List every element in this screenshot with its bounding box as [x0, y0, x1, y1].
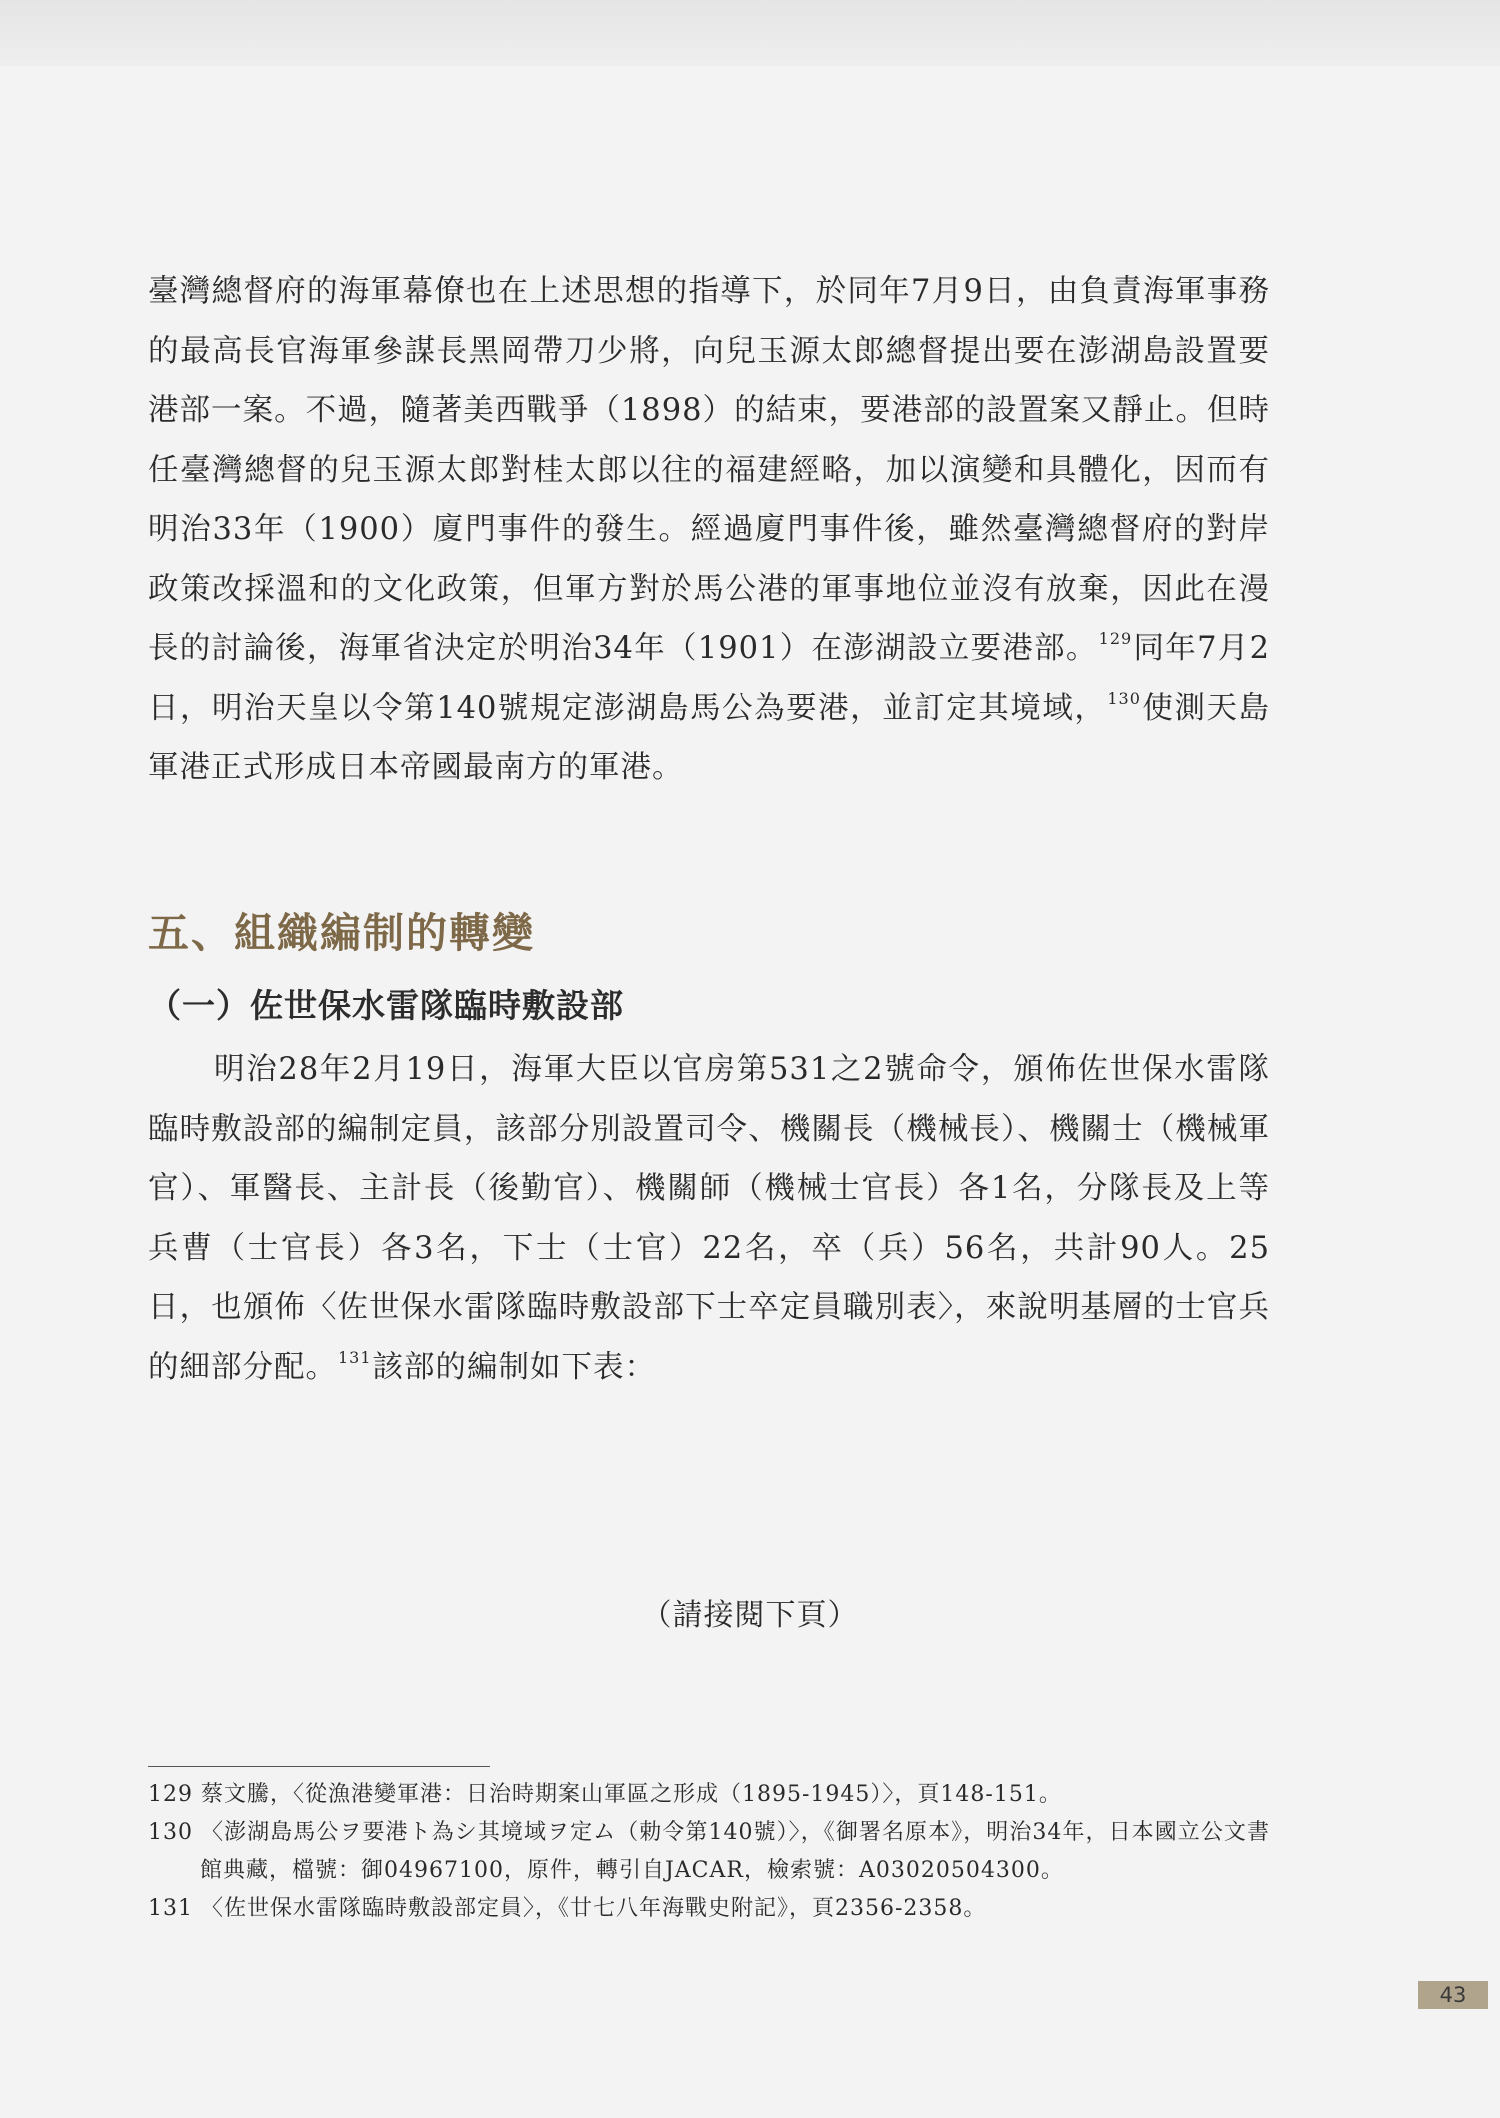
footnote-ref-129: 129: [1098, 629, 1133, 648]
page-number: 43: [1418, 1981, 1488, 2009]
body-paragraph-2: [148, 1040, 1270, 1397]
paragraph-2-text-a: 明治28年2月19日，海軍大臣以官房第531之2號命令，頒佈佐世保水雷隊臨時敷設部的編制定員，該部分別設置司令、機關長（機械長）、機關士（機械軍官）、軍醫長、主計長（後勤官）、機關師（機械士官長）各1名，分隊長及上等兵曹（士官長）各3名，下士（士官）22名，卒（兵）56名，共計90人。25日，也頒佈〈佐世保水雷隊臨時敷設部下士卒定員職別表〉，來說明基層的士官兵的細部分配。: [148, 1052, 1270, 1385]
body-paragraph-1: [148, 262, 1270, 798]
footnote-ref-131: 131: [338, 1347, 372, 1367]
paragraph-2-text-b: 該部的編制如下表：: [372, 1349, 657, 1385]
footnote-divider: [148, 1766, 490, 1767]
paragraph-1-text-c: 使測天島軍港正式形成日本帝國最南方的軍港。: [148, 690, 1270, 785]
footnote-ref-130: 130: [1107, 688, 1141, 708]
footnote-130: 130 〈澎湖島馬公ヲ要港ト為シ其境域ヲ定ム（勅令第140號）〉，《御署名原本》，明治34年，日本國立公文書館典藏，檔號：御04967100，原件，轉引自JACAR，檢索號：A03020504300。: [148, 1820, 1270, 1883]
continue-note: （請接閱下頁）: [641, 1598, 859, 1633]
paragraph-1-text-b: 同年7月2日，明治天皇以令第140號規定澎湖島馬公為要港，並訂定其境域，: [148, 631, 1270, 726]
section-title: 五、組織編制的轉變: [148, 909, 535, 957]
subsection-title: （一）佐世保水雷隊臨時敷設部: [148, 986, 624, 1025]
paragraph-1-text-a: 臺灣總督府的海軍幕僚也在上述思想的指導下，於同年7月9日，由負責海軍事務的最高長官海軍參謀長黑岡帶刀少將，向兒玉源太郎總督提出要在澎湖島設置要港部一案。不過，隨著美西戰爭（1898）的結束，要港部的設置案又靜止。但時任臺灣總督的兒玉源太郎對桂太郎以往的福建經略，加以演變和具體化，因而有明治33年（1900）廈門事件的發生。經過廈門事件後，雖然臺灣總督府的對岸政策改採溫和的文化政策，但軍方對於馬公港的軍事地位並沒有放棄，因此在漫長的討論後，海軍省決定於明治34年（1901）在澎湖設立要港部。: [148, 274, 1270, 666]
footnotes: [148, 1776, 1270, 1928]
footnote-129: 129 蔡文騰，〈從漁港變軍港：日治時期案山軍區之形成（1895-1945）〉，頁148-151。: [148, 1782, 1062, 1807]
page-top-shade: [0, 0, 1500, 66]
footnote-131: 131 〈佐世保水雷隊臨時敷設部定員〉，《廿七八年海戰史附記》，頁2356-2358。: [148, 1896, 987, 1921]
